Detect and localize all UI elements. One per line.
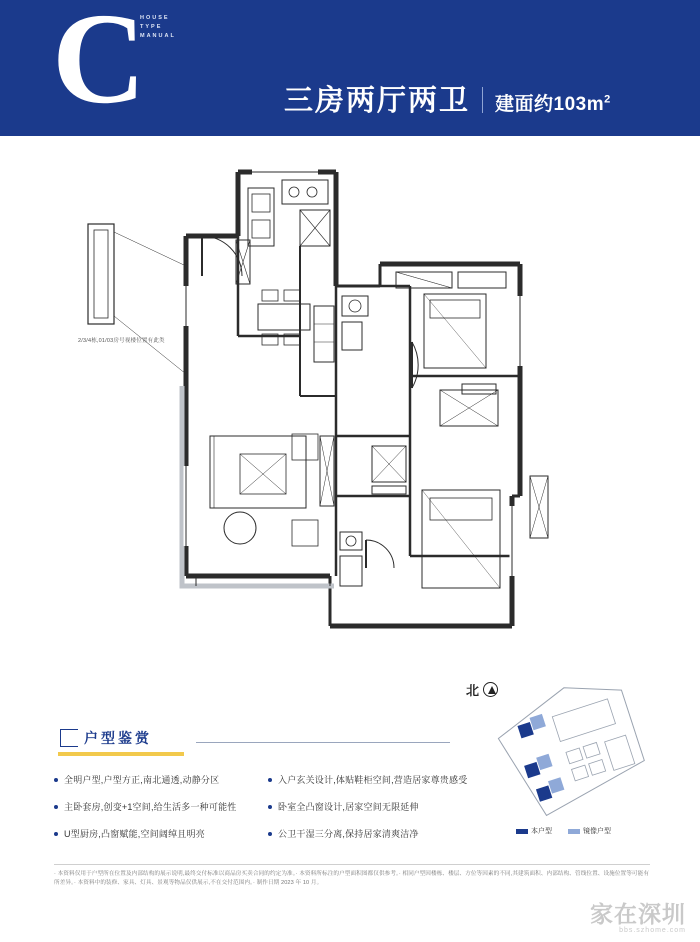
floor-plan-drawing bbox=[0, 136, 700, 656]
feature-text: 入户玄关设计,体贴鞋柜空间,营造居家尊贵感受 bbox=[278, 775, 468, 785]
bullet-dot-icon bbox=[268, 778, 272, 782]
features-underline bbox=[58, 752, 184, 756]
legend-swatch-mirror bbox=[568, 829, 580, 834]
watermark bbox=[590, 903, 686, 934]
watermark-title: 家在深圳 bbox=[590, 902, 686, 927]
page-header bbox=[0, 0, 700, 136]
plan-note: 2/3/4栋,01/03房号视楼位置有此类 bbox=[78, 338, 165, 344]
list-item bbox=[54, 828, 268, 840]
house-type-letter: C bbox=[52, 0, 144, 131]
list-item bbox=[268, 774, 484, 786]
legend-swatch-current bbox=[516, 829, 528, 834]
house-type-letter-subtitle: HOUSE TYPE MANUAL bbox=[140, 15, 176, 39]
compass-label: 北 bbox=[466, 683, 480, 698]
site-keyplan bbox=[486, 666, 646, 826]
title-divider bbox=[482, 87, 483, 113]
feature-text: U型厨房,凸窗赋能,空间阔绰且明亮 bbox=[64, 829, 205, 839]
bullet-dot-icon bbox=[268, 832, 272, 836]
legend-label-current: 本户型 bbox=[531, 828, 552, 835]
legend-item-current bbox=[516, 826, 552, 836]
heading-bracket-icon bbox=[60, 729, 78, 747]
feature-text: 主卧套房,创变+1空间,给生活多一种可能性 bbox=[64, 802, 237, 812]
list-item bbox=[54, 774, 268, 786]
feature-text: 卧室全凸窗设计,居家空间无限延伸 bbox=[278, 802, 419, 812]
features-heading bbox=[60, 728, 160, 748]
list-item bbox=[54, 801, 268, 813]
footer-disclaimer: · 本资料仅用于户型所在位置及内部结构的展示说明,最终交付标准以商品房买卖合同的约定为准。· 本资料所标注的户型面积图都仅供参考。· 相同户型因楼栋、楼层、方位等因素的不同,其建筑面积、内部结构、管线位置、设施位置等可能有所差异。· 本资料中的装修、家具、灯具、景观等物品仅供展示,不在交付范围内。· 制作日期 2023 年 10 月。 bbox=[54, 871, 650, 886]
feature-text: 全明户型,户型方正,南北通透,动静分区 bbox=[64, 775, 220, 785]
area-label: 建面约$103m^2$ bbox=[495, 93, 611, 115]
page-title: 三房两厅两卫 bbox=[284, 85, 471, 117]
legend-item-mirror bbox=[568, 826, 611, 836]
footer bbox=[54, 864, 650, 888]
bullet-dot-icon bbox=[54, 805, 58, 809]
legend-label-mirror: 镜像户型 bbox=[583, 828, 611, 835]
area-unit-superscript: 2 bbox=[604, 93, 611, 106]
bullet-dot-icon bbox=[54, 778, 58, 782]
keyplan-legend bbox=[516, 826, 611, 836]
watermark-url: bbs.szhome.com bbox=[619, 927, 686, 934]
features-title: 户型鉴赏 bbox=[84, 730, 152, 746]
feature-text: 公卫干湿三分离,保持居家清爽洁净 bbox=[278, 829, 419, 839]
bullet-dot-icon bbox=[54, 832, 58, 836]
features-rule bbox=[196, 742, 450, 743]
list-item bbox=[268, 801, 484, 813]
bullet-dot-icon bbox=[268, 805, 272, 809]
footer-divider bbox=[54, 864, 650, 865]
header-title-group bbox=[284, 78, 611, 119]
features-list bbox=[54, 774, 484, 840]
floor-plan-area bbox=[0, 136, 700, 656]
list-item bbox=[268, 828, 484, 840]
